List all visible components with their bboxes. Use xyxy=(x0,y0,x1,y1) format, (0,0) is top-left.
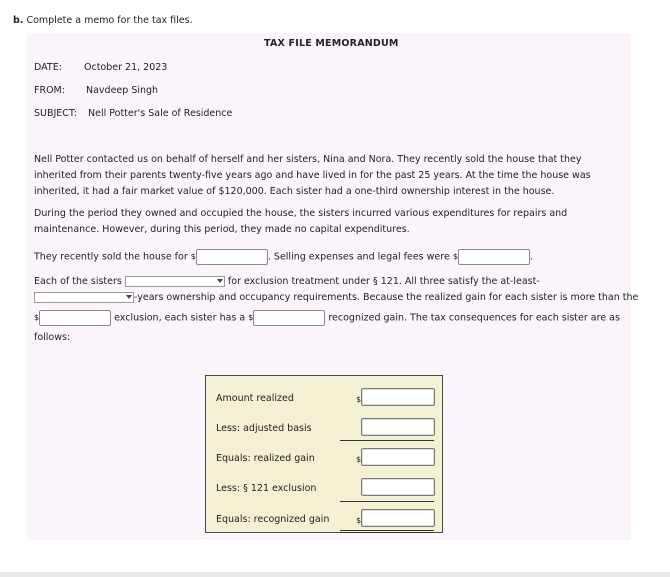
dollar-sign: $ xyxy=(248,313,254,322)
years-line xyxy=(34,289,638,307)
adjusted-basis-input[interactable] xyxy=(361,418,435,436)
selling-expenses-input[interactable] xyxy=(458,249,530,265)
row-label-realized-gain: Equals: realized gain xyxy=(216,453,315,464)
question-prompt xyxy=(13,15,193,26)
exclusion-text-1: exclusion, each sister has a xyxy=(114,312,246,324)
dollar-sign: $ xyxy=(356,455,362,464)
from-value: Navdeep Singh xyxy=(86,85,159,96)
memo-panel xyxy=(27,33,639,540)
total-double-rule xyxy=(340,532,434,533)
dollar-sign: $ xyxy=(356,395,362,404)
sale-text-1: They recently sold the house for xyxy=(34,251,188,263)
years-text: -years ownership and occupancy requirements. Because the realized gain for each sister is more than the xyxy=(134,292,639,303)
subject-value: Nell Potter's Sale of Residence xyxy=(88,108,233,119)
tax-computation-table xyxy=(205,375,443,533)
sale-text-2: . Selling expenses and legal fees were xyxy=(267,251,450,263)
row-label-recognized-gain: Equals: recognized gain xyxy=(216,514,330,525)
sale-text-3: . xyxy=(529,251,533,263)
date-value: October 21, 2023 xyxy=(84,62,168,73)
sale-line xyxy=(34,248,533,267)
from-label: FROM: xyxy=(34,85,65,96)
sale-price-input[interactable] xyxy=(196,249,268,265)
exclusion-text-2: recognized gain. The tax consequences for each sister are as xyxy=(328,312,620,324)
chevron-down-icon xyxy=(126,295,132,299)
paragraph-2: During the period they owned and occupied the house, the sisters incurred various expenditures for repairs and maintenance. However, during this period, they made no capital expenditures. xyxy=(34,208,568,235)
horizontal-scrollbar[interactable] xyxy=(0,572,670,577)
row-label-adjusted-basis: Less: adjusted basis xyxy=(216,423,312,434)
section-121-exclusion-input[interactable] xyxy=(361,478,435,496)
dollar-sign: $ xyxy=(34,313,40,322)
recognized-gain-input[interactable] xyxy=(253,310,325,326)
amount-realized-input[interactable] xyxy=(361,388,435,406)
dollar-sign: $ xyxy=(452,252,458,261)
question-letter: b. xyxy=(13,15,24,26)
exclusion-line xyxy=(34,309,620,328)
date-label: DATE: xyxy=(34,62,62,73)
question-text: Complete a memo for the tax files. xyxy=(26,15,193,26)
dollar-sign: $ xyxy=(190,252,196,261)
memo-title: TAX FILE MEMORANDUM xyxy=(264,38,399,49)
each-text-2: for exclusion treatment under § 121. All three satisfy the at-least- xyxy=(227,276,540,287)
subtotal-rule xyxy=(340,501,434,502)
paragraph-1: Nell Potter contacted us on behalf of herself and her sisters, Nina and Nora. They recently sold the house that they inherited from their parents twenty-five years ago and have lived in for the past 25 years. At the time the house was inherited, it had a fair market value of $120,000. Each sister had a one-third ownership interest in the house. xyxy=(34,154,591,197)
subject-label: SUBJECT: xyxy=(34,108,77,119)
follows-text: follows: xyxy=(34,332,71,343)
subtotal-rule xyxy=(340,440,434,441)
row-label-amount-realized: Amount realized xyxy=(216,393,294,404)
realized-gain-input[interactable] xyxy=(361,448,435,466)
dollar-sign: $ xyxy=(356,516,362,525)
row-label-exclusion: Less: § 121 exclusion xyxy=(216,483,317,494)
recognized-gain-total-input[interactable] xyxy=(361,509,435,527)
years-select[interactable] xyxy=(34,292,134,303)
total-double-rule xyxy=(340,530,434,531)
each-text-1: Each of the sisters xyxy=(34,276,122,287)
qualify-select[interactable] xyxy=(125,276,225,287)
chevron-down-icon xyxy=(217,279,223,283)
exclusion-amount-input[interactable] xyxy=(39,310,111,326)
